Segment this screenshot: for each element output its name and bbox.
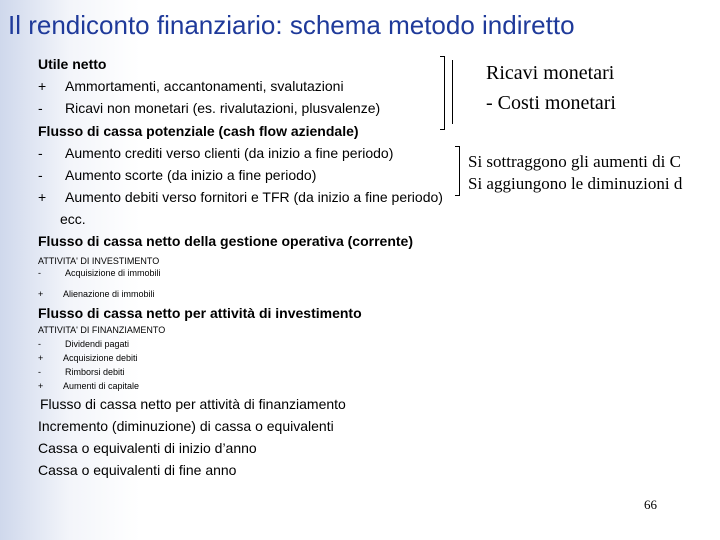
sign: - — [38, 100, 43, 116]
cassa-fine: Cassa o equivalenti di fine anno — [38, 462, 237, 478]
note-costi: - Costi monetari — [486, 92, 616, 114]
bracket-mid — [455, 146, 460, 196]
row-text: Rimborsi debiti — [65, 367, 125, 377]
row-alienazione-immobili — [0, 289, 400, 301]
sign: - — [38, 167, 43, 183]
row-aumenti-capitale — [0, 381, 400, 393]
row-text: Alienazione di immobili — [63, 289, 155, 299]
row-text: Dividendi pagati — [65, 339, 130, 349]
sign: + — [38, 189, 47, 205]
row-text: Aumento scorte (da inizio a fine periodo) — [65, 167, 317, 183]
row-text: Ammortamenti, accantonamenti, svalutazioni — [65, 78, 344, 94]
sign: - — [38, 268, 41, 278]
row-text: Acquisizione debiti — [63, 353, 138, 363]
flusso-operativa: Flusso di cassa netto della gestione operativa (corrente) — [38, 233, 413, 249]
row-text: Acquisizione di immobili — [65, 268, 161, 278]
bracket-right — [440, 56, 445, 130]
note-sottraggono: Si sottraggono gli aumenti di C — [468, 152, 681, 171]
flusso-potenziale: Flusso di cassa potenziale (cash flow aziendale) — [38, 123, 359, 139]
investing-header: ATTIVITA' DI INVESTIMENTO — [38, 256, 160, 266]
row-scorte — [0, 167, 500, 185]
page-number: 66 — [644, 497, 657, 512]
row-dividendi — [0, 339, 400, 351]
sign: + — [38, 381, 44, 391]
row-acquisizione-immobili — [0, 268, 400, 280]
row-rimborsi — [0, 367, 400, 379]
sign: - — [38, 339, 41, 349]
flusso-finanziamento: Flusso di cassa netto per attività di finanziamento — [40, 396, 346, 412]
flusso-investimento: Flusso di cassa netto per attività di investimento — [38, 305, 362, 321]
note-aggiungono: Si aggiungono le diminuzioni d — [468, 174, 683, 193]
bracket-left — [452, 60, 455, 124]
row-text: Aumenti di capitale — [63, 381, 140, 391]
sign: + — [38, 353, 44, 363]
cassa-inizio: Cassa o equivalenti di inizio d’anno — [38, 440, 257, 456]
row-text: Aumento crediti verso clienti (da inizio a fine periodo) — [65, 145, 394, 161]
incremento-cassa: Incremento (diminuzione) di cassa o equivalenti — [38, 418, 334, 434]
sign: + — [38, 289, 44, 299]
sign: - — [38, 367, 41, 377]
ecc: ecc. — [60, 211, 86, 227]
financing-header: ATTIVITA' DI FINANZIAMENTO — [38, 325, 166, 335]
row-crediti — [0, 145, 500, 163]
utile-netto: Utile netto — [38, 56, 107, 72]
note-ricavi: Ricavi monetari — [486, 62, 615, 84]
sign: - — [38, 145, 43, 161]
page-title: Il rendiconto finanziario: schema metodo indiretto — [8, 10, 575, 40]
row-debiti — [0, 189, 500, 207]
sign: + — [38, 78, 47, 94]
row-text: Ricavi non monetari (es. rivalutazioni, plusvalenze) — [65, 100, 381, 116]
row-text: Aumento debiti verso fornitori e TFR (da inizio a fine periodo) — [65, 189, 443, 205]
row-ricavi-non-monetari — [0, 100, 500, 118]
row-ammortamenti — [0, 78, 500, 96]
row-acquisizione-debiti — [0, 353, 400, 365]
